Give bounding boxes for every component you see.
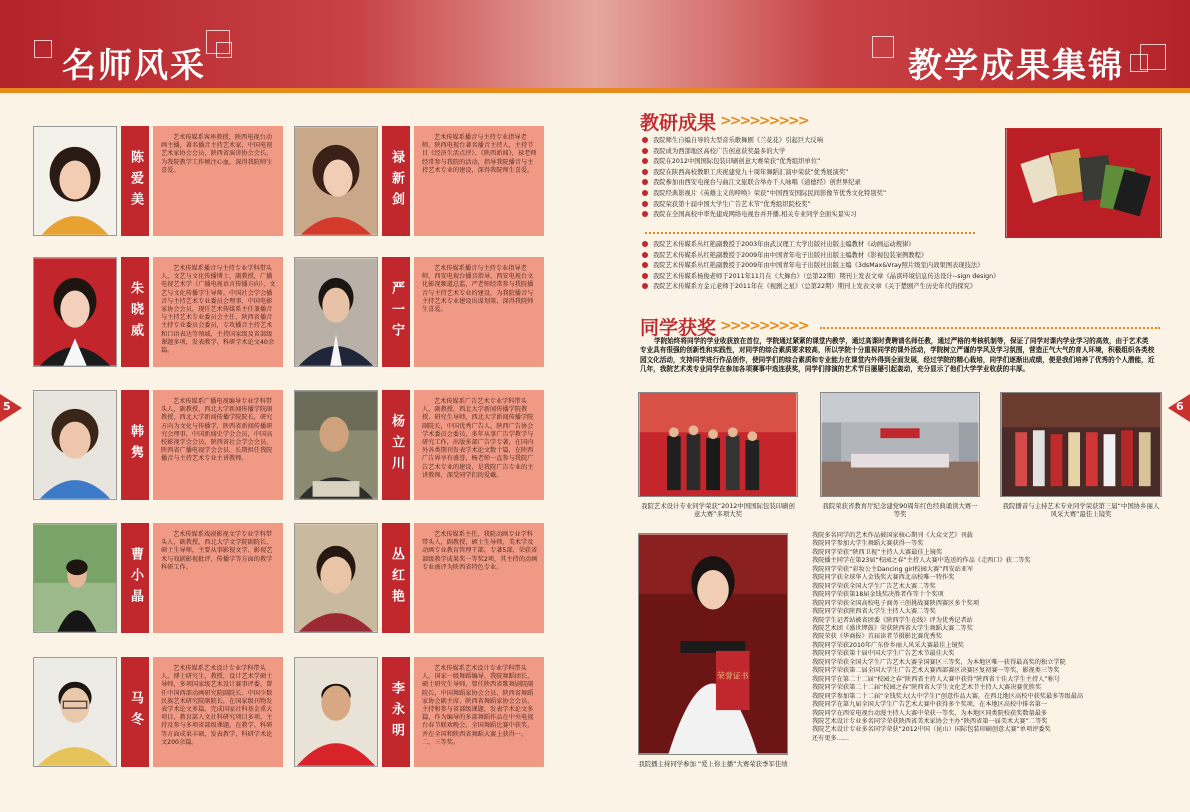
list-item: 我院成为西部地区高校广告创意获奖最多的大学 (642, 147, 886, 158)
list-item: 我院同学荣获第十届中国大学生广告艺术节最佳大奖 (812, 650, 955, 658)
bullet-icon (642, 190, 648, 196)
teacher-bio: 艺术传媒系艺术设计专业学科带头人，博士研究生，教授，设计艺术学硕士导师，多项国家级艺术设计赛事评委，曾任中国西部动画研究院副院长、中国少数民族艺术研究院副院长，在国家级刊物发表学术论文多篇，完成国家社科基金重大项目，教育部人文社科研究项目多项，主持及参与多项省部级课题，在教学、科研等方面成果丰硕，发表教学、科研学术论文200余篇。 (153, 657, 283, 767)
teacher-card (294, 523, 544, 633)
list-item: 我院艺术传媒系丛红艳副教授于2009年由中国青年电子出版社出版主编教材《影视包装案例教程》 (642, 251, 999, 262)
teacher-photo (33, 390, 117, 500)
list-item: 我院艺术团《盛世锣鼓》荣获陕西省大学生舞蹈大赛二等奖 (812, 624, 973, 632)
teacher-bio: 艺术传媒系客座教授，陕西电视台动画主播，著名播音主持艺术家，中国电视艺术家协会会员，陕西省演讲协会会长，为我院教学工作倾注心血，深得我院师生喜爱。 (153, 126, 283, 236)
list-item: 我院在全国高校中率先建成网络电视台并开播,相关专业同学全面实景实习 (642, 210, 886, 221)
teacher-bio: 艺术传媒系戏剧影视文学专业学科带头人，副教授，西北大学文学院副院长，硕士生导师，主要从事影视文学、影视艺术与戏剧影视批评、传播学等方面的教学科研工作。 (153, 523, 283, 633)
teacher-card (294, 657, 544, 767)
list-item: 我院播主同学在第23届“校园之春”主持人大赛中选送的作品《走西口》获二等奖 (812, 557, 1031, 565)
certificate-text: 荣誉证书 (716, 671, 749, 681)
teacher-bio: 艺术传媒系广播电视编导专业学科带头人，副教授，西北大学新闻传播学院副教授，西北大学新闻传播学院院长，研究方向为文化与传播学，陕西省新闻传播研究会理事，中国新闻史学会会员，中国高校影视学会会员，陕西省社会学会会员，陕西省广播电视学会会员，长期担任我院播音与主持艺术专业主讲教师。 (153, 390, 283, 500)
teacher-bio: 艺术传媒系播音与主持专业指导老师，陕西电视台著名播音主持人，主持节目《经济生活点评》、《陕西新闻》，禄老师经常参与我院的活动，指导我院播音与主持艺术专业的建设，深得我院师生喜爱。 (414, 126, 544, 236)
bullet-icon (642, 262, 648, 268)
list-item: 我院经典影视片《英雄主义的呼唤》荣获“中国西安国际民间影像节优秀文化特别奖” (642, 189, 886, 200)
teacher-name: 禄新剑 (382, 126, 410, 236)
decor-square (1140, 44, 1166, 70)
list-item: 我院荣获《华商报》首届读者节摄影比赛优秀奖 (812, 633, 942, 641)
teacher-card (294, 126, 544, 236)
list-item: 我院参加由西安电视台与曲江文旅联合举办千人咏唱《道德经》创世界纪录 (642, 178, 886, 189)
list-item: 我院学生记者站被省团委《陕西学生在线》评为优秀记者站 (812, 616, 973, 624)
page-number-left: 5 (3, 400, 11, 413)
list-item: 我院艺术传媒系丛红艳副教授于2003年由武汉理工大学出版社出版主编教材《动画运动规律》 (642, 240, 999, 251)
list-item: 我院艺术传媒系杨俊老师于2011年11月在《大舞台》（总第22期）期刊上发表文章《晶读环境信息传达设计--sign design》 (642, 272, 999, 283)
list-item: 我院同学荣获“彩妆公主Dancing girl校园大赛”西安站亚军 (812, 565, 974, 573)
teacher-photo (294, 257, 378, 367)
awards-intro: 学院始终将同学的学业收获放在首位，学院通过紧紧的课堂内教学，通过高课时费聘请名师任教，通过严格的考核机制等，保证了同学对课内学业学习的高效，由于艺术类专业具有很强的创新性和实践性，对同学的综合素质要求较高，所以学院十分重视同学的课外活动，学院树立严谨的学风及学习氛围，营造正气大气的育人环境，积极组织各类校园文化活动，支持同学进行作品创作，使同学们的综合素质和专业能力在课堂内外得到全面发展，经过学院的精心栽培，同学们逐渐出成绩，便是我们培养了优秀的个人潜能，近几年，我院艺术类专业同学在参加各项赛事中选连获奖，同学们排演的艺术节目屡屡引起轰动，充分显示了他们大学学业收获的丰厚。 (640, 337, 1155, 373)
teacher-photo (33, 657, 117, 767)
award-photo (1000, 392, 1162, 497)
list-item: 还有更多…… (812, 734, 850, 742)
award-photo (820, 392, 980, 497)
teacher-name: 丛红艳 (382, 523, 410, 633)
awards-heading: 同学获奖 (640, 317, 717, 339)
photo-caption: 我院荣获省教育厅纪念建党90周年红色经典诵读大赛一等奖 (822, 502, 978, 519)
bullet-icon (642, 273, 648, 279)
teacher-photo (294, 657, 378, 767)
list-item: 我院同学荣获第二十二届“校园之春”陕西省大学生文化艺术节主持人大赛决赛优胜奖 (812, 684, 1042, 692)
list-item: 我院同学在第二十二届“校园之春”陕西省主持人大赛中获得“陕西省十佳大学生主持人”称号 (812, 675, 1060, 683)
teacher-bio: 艺术传媒系广告艺术专业学科带头人，副教授，西北大学新闻传播学院教授、研究生导师，西北大学新闻传播学院副院长，中国优秀广告人，陕西广告协会学术委员会委员，多年从事广告学教学与研究工作，出版多部广告学专著，在国内外各类期刊发表学术论文数十篇，在陕西广告界享有盛誉，杨老师一直参与我院广告艺术专业的建设，是我院广告专业的主讲教师，深受同学们的爱戴。 (414, 390, 544, 500)
list-item: 我院同学荣获全国大学生广告艺术大赛二等奖 (812, 582, 936, 590)
teacher-photo (33, 126, 117, 236)
list-item: 我院在2012中国国际包装印刷创意大赛荣获“优秀组织单位” (642, 157, 886, 168)
header-divider (0, 88, 1190, 93)
dotted-divider (645, 232, 975, 234)
decor-square (872, 36, 894, 58)
research-heading: 教研成果 (640, 112, 717, 134)
teacher-name: 李永明 (382, 657, 410, 767)
portrait-caption: 我院播主持同学参加 “爱上你主播”大赛荣获季军佳绩 (638, 760, 788, 768)
list-item: 我院艺术设计专业多名同学荣获“2012中国（昆山）国际包装印刷创意大赛”单项评委奖 (812, 726, 1051, 734)
list-item: 我院艺术传媒系丛红艳副教授于2009年由中国青年电子出版社出版主编《3dsMax&Vray照片级室内效果图表现技法》 (642, 261, 999, 272)
teacher-card (33, 126, 283, 236)
list-item: 我院艺术传媒系方金元老师于2011年在《视剧之星》（总第22期）期刊上发表文章《关于楚剧产生历史年代的探究》 (642, 282, 999, 293)
teacher-card (33, 523, 283, 633)
right-page-title: 教学成果集锦 (908, 46, 1124, 86)
list-item: 我院同学荣获“陕西卫视”主持人大赛最佳上镜奖 (812, 548, 943, 556)
teacher-card (33, 390, 283, 500)
bullet-icon (642, 211, 648, 217)
list-item: 我院同学参加大学生舞蹈大赛获得一等奖 (812, 540, 924, 548)
bullet-icon (642, 148, 648, 154)
list-item: 我院多名同学的艺术作品被国家核心期刊《大众文艺》刊载 (812, 532, 973, 539)
teacher-photo (294, 126, 378, 236)
teacher-name: 陈爱美 (121, 126, 149, 236)
list-item: 我院同学荣获第二届全国大学生广告艺术大赛西部赛区决赛区复初赛一等奖，影视类三等奖 (812, 667, 1060, 675)
list-item: 我院同学获全球华人金钱奖大赛西北高校唯一特作奖 (812, 574, 955, 582)
teacher-name: 曹小晶 (121, 523, 149, 633)
dotted-divider (820, 327, 1160, 329)
awards-list (812, 532, 1172, 743)
host-portrait-photo (638, 533, 788, 755)
bullet-icon (642, 283, 648, 289)
teacher-card (294, 257, 544, 367)
list-item: 我院同学荣获陕西省大学生主持人大赛二等奖 (812, 608, 936, 616)
list-item: 我院师生自编自导的大型音乐歌舞剧《兰花花》引起巨大反响 (642, 136, 886, 147)
bullet-icon (642, 158, 648, 164)
publications-list (642, 240, 999, 293)
bullet-icon (642, 137, 648, 143)
bullet-icon (642, 252, 648, 258)
bullet-icon (642, 169, 648, 175)
photo-caption: 我院艺术设计专业同学荣获“2012中国国际包装印刷创意大赛”多项大奖 (641, 502, 795, 519)
teacher-name: 韩隽 (121, 390, 149, 500)
teacher-card (33, 657, 283, 767)
teacher-photo (33, 257, 117, 367)
list-item: 我院在陕西高校教职工庆祝建党九十周年舞蹈汇演中荣获“优秀展演奖” (642, 168, 886, 179)
page-number-right: 6 (1176, 400, 1184, 413)
list-item: 我院同学荣获2010年广东侨乡丽人风采大赛最佳上镜奖 (812, 641, 964, 649)
teacher-bio: 艺术传媒系播音与主持专业学科带头人，文艺与文化传播博士，副教授，广播电视艺术学（广播电视语言传播方向）、文艺与文化传播学生导师。中国社会学会播音与主持艺术专业委员会理事、中国电影家协会会员，现任艺术传媒系主任兼播音与主持艺术专业委员会主任、陕西省播音主持专业委员会委员，专攻播音主持艺术和口语表达等领域，主持国家级及省部级课题多项，发表教学、科研学术论文40余篇。 (153, 257, 283, 367)
decor-square (34, 40, 52, 58)
teacher-photo (33, 523, 117, 633)
bullet-icon (642, 201, 648, 207)
books-photo (1005, 128, 1162, 238)
list-item: 我院同学荣获第18届金钱奖决胜者作等十个奖项 (812, 591, 944, 599)
teacher-card (294, 390, 544, 500)
teacher-name: 杨立川 (382, 390, 410, 500)
list-item: 我院同学在西安电视台动漫主持人大赛中荣获一等奖，为本地区同类院校获奖数量最多 (812, 709, 1048, 717)
list-item: 我院同学荣获全国高校电子商务三创挑战赛陕西赛区多个奖项 (812, 599, 980, 607)
teacher-photo (294, 390, 378, 500)
list-item: 我院艺术设计专业多名同学荣获陕西省美术家协会主办“陕西省第一届美术大赛”二等奖 (812, 717, 1048, 725)
teacher-bio: 艺术传媒系艺术设计专业学科带头人，国家一级舞蹈编导，我院舞蹈团长，硕士研究生导师，曾任陕西省歌舞剧院副院长，中国舞蹈家协会会员，陕西省舞蹈家协会副主席，陕西省舞蹈家协会会员，主持和参与省部级课题，发表学术论文多篇，作为编导的多部舞蹈作品在中央电视台春节联欢晚会、全国舞蹈比赛中获奖，并在全国和陕西省舞蹈大赛上获得一、二、三等奖。 (414, 657, 544, 767)
decor-square (216, 42, 232, 58)
list-item: 我院同学荣获全国大学生广告艺术大赛全国赛区三等奖，为本地区唯一获得最高奖的独立学院 (812, 658, 1066, 666)
bullet-icon (642, 241, 648, 247)
teacher-bio: 艺术传媒系主任，我院动画专业学科带头人，副教授，硕士生导师，美术学及动画专业教育管理干部，专著5部，荣获省部级教学成果奖一等奖2项，其主持的动画专业被评为陕西省特色专业。 (414, 523, 544, 633)
chevrons-icon: >>>>>>>>> (720, 113, 808, 129)
teacher-card (33, 257, 283, 367)
research-list (642, 136, 886, 221)
photo-caption: 我院播音与主持艺术专业同学荣获第三届“中国协乡丽人风采大赛”最佳上镜奖 (1002, 502, 1160, 519)
teacher-name: 严一宁 (382, 257, 410, 367)
list-item: 我院同学在第九届全国大学生广告艺术大赛中获得多个奖项，在本地区高校中排名第一 (812, 701, 1048, 709)
teacher-bio: 艺术传媒系播音与主持专业指导老师，西安电视台播音指导，西安电视台文化影视频道总监，严老师经常参与我院播音与主持艺术专业的建设，为我院播音与主持艺术专业建设出谋划策，深得我院师生喜爱。 (414, 257, 544, 367)
award-photo (638, 392, 798, 497)
chevrons-icon: >>>>>>>>> (720, 318, 808, 334)
teacher-photo (294, 523, 378, 633)
bullet-icon (642, 179, 648, 185)
left-page-title: 名师风采 (62, 46, 206, 86)
teacher-name: 马冬 (121, 657, 149, 767)
list-item: 我院荣获第十届中国大学生广告艺术节“优秀组织院校奖” (642, 200, 886, 211)
list-item: 我院同学参加第二十二届“全钱奖大(大中学生)”创意作品大赛，在西北地区高校中获奖最多等级最高 (812, 692, 1084, 700)
teacher-name: 朱晓威 (121, 257, 149, 367)
